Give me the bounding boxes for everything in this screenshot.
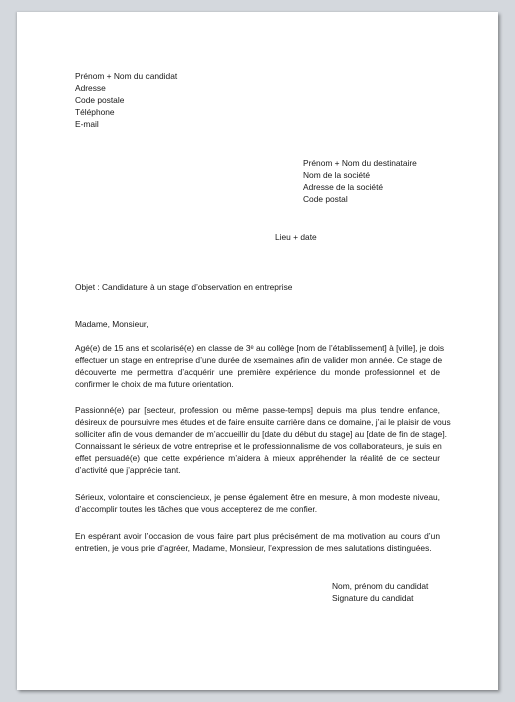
recipient-company: Nom de la société: [303, 170, 371, 180]
body-paragraph-2: [75, 404, 451, 477]
paragraph-line: En espérant avoir l’occasion de vous faire part plus précisément de ma motivation au cours d’un: [75, 531, 440, 541]
salutation: Madame, Monsieur,: [75, 319, 149, 329]
body-paragraph-4: [75, 530, 440, 554]
paragraph-line: effectuer un stage en entreprise d’une durée de xsemaines afin de valider mon année. Ce stage de: [75, 355, 443, 366]
paragraph-line: Connaissant le sérieux de votre entreprise et le professionnalisme de vos collaborateurs, je suis en: [75, 441, 442, 452]
paragraph-line: confirmer le choix de ma future orientation.: [75, 379, 234, 390]
paragraph-line: d’accomplir toutes les tâches que vous accepterez de me confier.: [75, 504, 318, 515]
recipient-postal-code: Code postal: [303, 194, 348, 204]
paragraph-line: Agé(e) de 15 ans et scolarisé(e) en classe de 3ᵉ au collège [nom de l’établissement] à [ville], je dois: [75, 343, 445, 353]
sender-address: Adresse: [75, 83, 106, 93]
body-paragraph-1: [75, 342, 445, 390]
sender-postal-code: Code postale: [75, 95, 125, 105]
recipient-address-block: [303, 157, 417, 205]
document-page: [17, 12, 498, 690]
paragraph-line: solliciter afin de vous demander de m’accueillir du [date du début du stage] au [date de fin de stage].: [75, 429, 447, 440]
sender-name: Prénom + Nom du candidat: [75, 71, 178, 81]
paragraph-line: d’activité que j’apprécie tant.: [75, 465, 181, 476]
signature-name: Nom, prénom du candidat: [332, 581, 429, 591]
sender-address-block: [75, 70, 177, 130]
paragraph-line: découverte me permettra d’acquérir une première expérience du monde professionnel et de: [75, 367, 440, 378]
sender-email: E-mail: [75, 119, 99, 129]
body-paragraph-3: [75, 491, 440, 515]
subject-line: Objet : Candidature à un stage d’observation en entreprise: [75, 282, 293, 292]
paragraph-line: Sérieux, volontaire et consciencieux, je pense également être en mesure, à mon modeste niveau,: [75, 492, 440, 502]
paragraph-line: désireux de poursuivre mes études et de faire ensuite carrière dans ce domaine, j’ai le plaisir de vous: [75, 417, 451, 428]
place-date: Lieu + date: [275, 232, 317, 242]
paragraph-line: entretien, je vous prie d’agréer, Madame, Monsieur, l’expression de mes salutations distinguées.: [75, 543, 432, 554]
signature-label: Signature du candidat: [332, 593, 414, 603]
signature-block: [332, 580, 428, 604]
paragraph-line: effet persuadé(e) que cette expérience m’aidera à mieux appréhender la réalité de ce secteur: [75, 453, 440, 464]
recipient-name: Prénom + Nom du destinataire: [303, 158, 417, 168]
sender-phone: Téléphone: [75, 107, 115, 117]
paragraph-line: Passionné(e) par [secteur, profession ou même passe-temps] depuis ma plus tendre enfance,: [75, 405, 440, 415]
recipient-company-address: Adresse de la société: [303, 182, 384, 192]
